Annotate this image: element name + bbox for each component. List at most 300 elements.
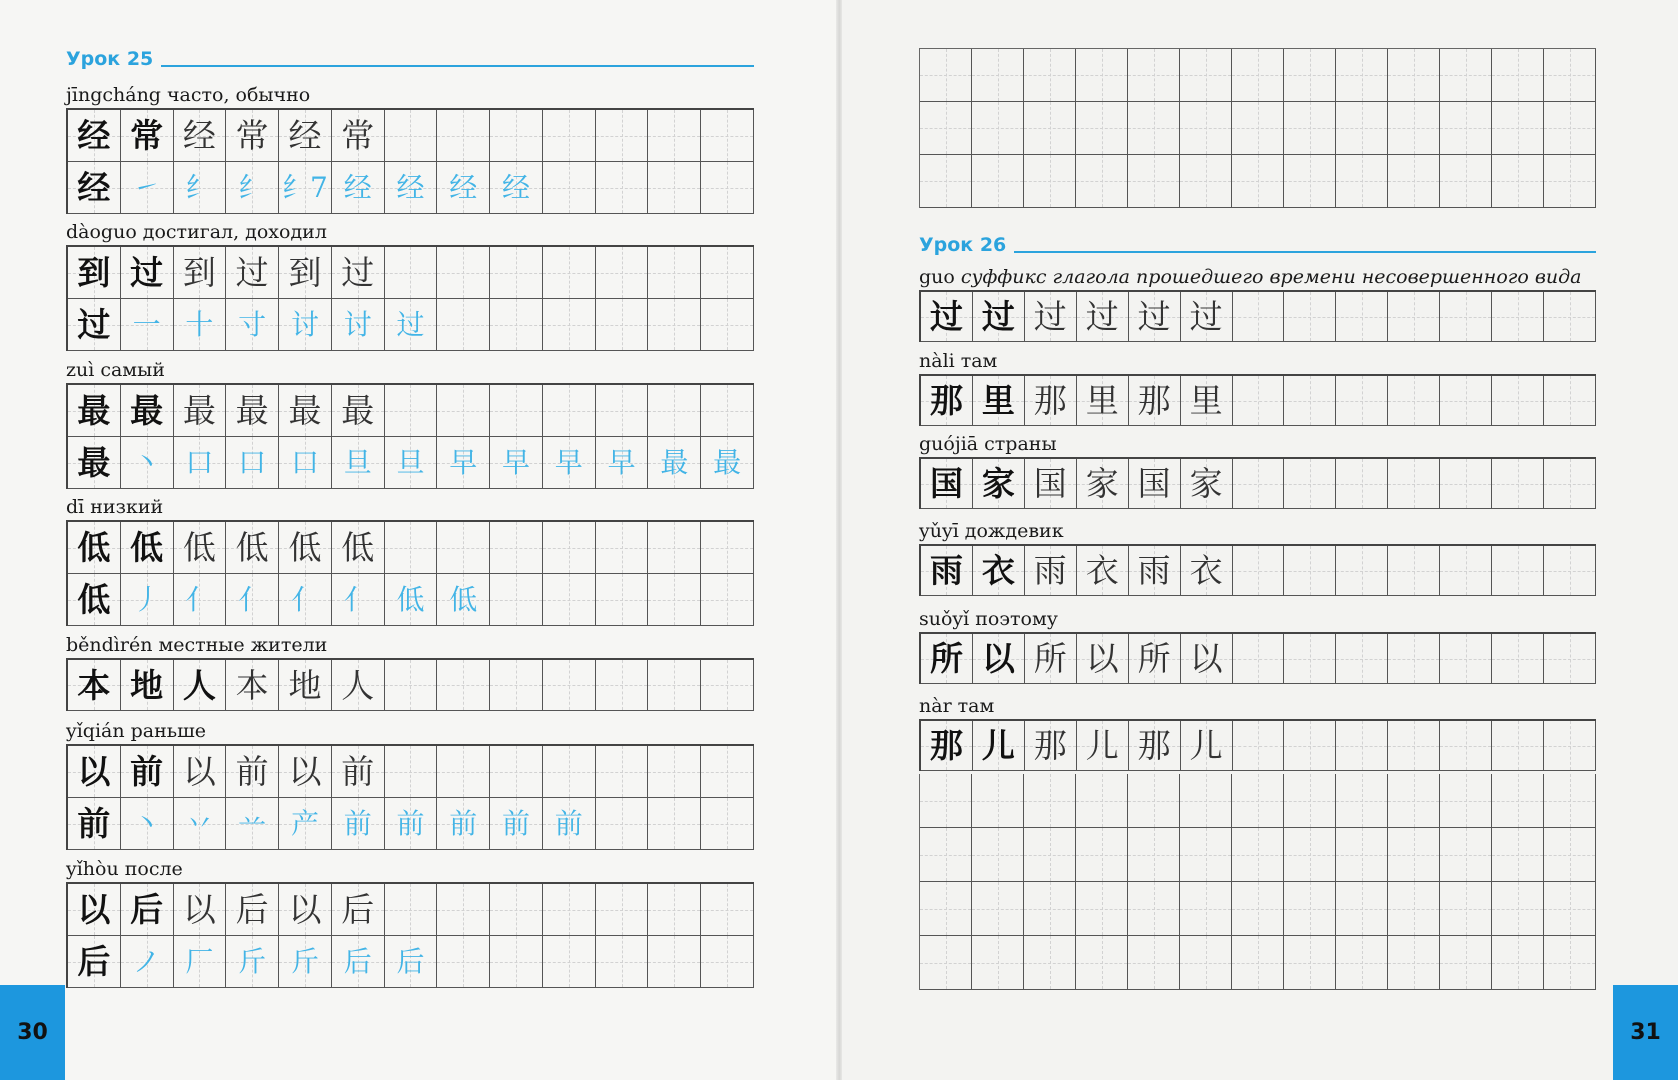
grid-cell [174,299,227,351]
translation: раньше [130,720,207,742]
grid-cell [385,660,438,711]
hanzi: 低 [77,528,111,567]
grid-cell [1077,292,1129,342]
right-page [839,0,1678,1080]
grid-cell [1232,155,1284,208]
grid-cell [1077,376,1129,426]
hanzi: 那 [1137,726,1171,765]
hanzi: 经 [77,116,111,155]
grid-cell [1336,828,1388,882]
hanzi: 斤 [238,944,267,978]
hanzi: 以 [1085,639,1119,678]
grid-cell [226,574,279,626]
grid-cell [1180,155,1232,208]
hanzi: 早 [607,445,636,479]
word-label [919,697,994,716]
hanzi: 那 [929,381,963,420]
grid-cell [543,247,596,299]
grid-cell [437,385,490,437]
hanzi: 前 [554,806,583,840]
word-label [919,435,1057,454]
translation: после [124,858,183,880]
hanzi: 以 [288,890,322,929]
grid-cell [490,660,543,711]
grid-cell [701,522,754,574]
grid-cell [1024,936,1076,990]
grid-cell [596,522,649,574]
grid-cell [332,385,385,437]
grid-cell [1336,882,1388,936]
grid-cell [1336,376,1388,426]
hanzi: 经 [288,116,322,155]
grid-cell [1284,102,1336,155]
character-grid [919,719,1596,771]
grid-cell [701,660,754,711]
grid-cell [973,634,1025,684]
grid-cell [332,798,385,850]
pinyin: jīngcháng [66,84,161,106]
grid-cell [596,385,649,437]
grid-cell [1284,634,1336,684]
translation: поэтому [975,608,1058,630]
grid-cell [1128,828,1180,882]
grid-cell [1544,936,1596,990]
grid-cell [174,884,227,936]
grid-cell [1336,155,1388,208]
grid-cell [1025,721,1077,771]
grid-cell [332,746,385,798]
grid-cell [1128,49,1180,102]
grid-cell [121,110,174,162]
grid-cell [332,660,385,711]
hanzi: 口 [185,445,214,479]
grid-cell [596,162,649,214]
grid-cell [490,110,543,162]
grid-cell [1492,49,1544,102]
hanzi: ㇀ [132,170,161,204]
grid-cell [543,437,596,489]
word-label [919,268,1582,287]
grid-cell [68,110,121,162]
grid-cell [1388,102,1440,155]
hanzi: 那 [1033,726,1067,765]
grid-cell [920,828,972,882]
grid-cell [1492,721,1544,771]
grid-cell [1025,634,1077,684]
hanzi: 亻 [343,582,372,616]
grid-cell [174,247,227,299]
grid-cell [1544,102,1596,155]
grid-cell [385,162,438,214]
grid-cell [1284,774,1336,828]
grid-cell [332,574,385,626]
character-grid [66,383,754,489]
hanzi: 本 [77,665,111,705]
grid-cell [1492,102,1544,155]
hanzi: 以 [182,752,216,791]
hanzi: 最 [713,445,742,479]
grid-cell [490,936,543,988]
grid-cell [1544,49,1596,102]
hanzi: 亻 [185,582,214,616]
grid-cell [385,110,438,162]
grid-cell [1181,721,1233,771]
character-grid [919,544,1596,596]
hanzi: 雨 [1033,551,1067,590]
hanzi: 经 [182,116,216,155]
grid-cell [648,884,701,936]
grid-cell [1025,459,1077,509]
grid-cell [490,299,543,351]
grid-cell [920,49,972,102]
grid-cell [701,299,754,351]
word-label [66,86,310,105]
grid-cell [648,110,701,162]
grid-cell [1233,634,1285,684]
grid-cell [226,385,279,437]
grid-cell [332,162,385,214]
grid-cell [1180,774,1232,828]
grid-cell [68,162,121,214]
grid-cell [437,162,490,214]
grid-cell [68,522,121,574]
hanzi: 低 [396,582,425,616]
pinyin: zuì [66,359,95,381]
grid-cell [174,798,227,850]
hanzi: 国 [929,464,963,503]
grid-cell [1388,828,1440,882]
grid-cell [1284,292,1336,342]
word-label [66,498,163,517]
hanzi: 里 [1085,381,1119,420]
grid-cell [1388,376,1440,426]
grid-cell [596,247,649,299]
grid-cell [174,385,227,437]
hanzi: 以 [182,890,216,929]
grid-cell [279,936,332,988]
grid-cell [648,660,701,711]
grid-cell [1181,634,1233,684]
grid-cell [226,247,279,299]
lesson-title: Урок 26 [919,234,1007,256]
grid-cell [332,437,385,489]
grid-cell [385,574,438,626]
grid-cell [121,162,174,214]
grid-cell [701,385,754,437]
grid-cell [279,299,332,351]
grid-cell [1492,882,1544,936]
grid-cell [1180,102,1232,155]
grid-cell [1284,882,1336,936]
grid-cell [1388,49,1440,102]
grid-cell [1544,155,1596,208]
hanzi: 家 [981,464,1015,503]
grid-cell [68,746,121,798]
hanzi: 过 [1189,297,1223,336]
hanzi: 前 [77,804,111,843]
grid-cell [1440,882,1492,936]
grid-cell [1284,376,1336,426]
hanzi: 口 [238,445,267,479]
hanzi: 产 [290,806,319,840]
grid-cell [543,798,596,850]
grid-cell [1284,459,1336,509]
grid-cell [437,798,490,850]
grid-cell [490,884,543,936]
grid-cell [1388,459,1440,509]
hanzi: 衣 [1085,551,1119,590]
grid-cell [1492,634,1544,684]
word-label [919,522,1064,541]
grid-cell [1440,721,1492,771]
translation: дождевик [964,520,1064,542]
grid-cell [1284,721,1336,771]
pinyin: dī [66,496,85,518]
translation: часто, обычно [166,84,311,106]
grid-cell [701,936,754,988]
grid-cell [596,884,649,936]
grid-cell [437,574,490,626]
grid-cell [68,299,121,351]
grid-cell [701,798,754,850]
pinyin: nàr [919,695,952,717]
grid-cell [385,437,438,489]
grid-cell [1233,459,1285,509]
hanzi: 过 [77,305,111,344]
grid-cell [68,385,121,437]
grid-cell [543,936,596,988]
grid-cell [174,522,227,574]
hanzi: 本 [235,665,269,705]
word-label [66,636,327,655]
grid-cell [1128,936,1180,990]
hanzi: 前 [235,752,269,791]
hanzi: 过 [341,253,375,292]
hanzi: 一 [132,307,161,341]
grid-cell [1025,292,1077,342]
hanzi: 衣 [981,551,1015,590]
grid-cell [1440,634,1492,684]
grid-cell [174,437,227,489]
lesson-rule [1014,251,1596,253]
grid-cell [490,385,543,437]
hanzi: ノ [132,944,161,978]
grid-cell [921,546,973,596]
grid-cell [1024,774,1076,828]
grid-cell [437,936,490,988]
grid-cell [437,660,490,711]
grid-cell [1492,292,1544,342]
grid-cell [279,437,332,489]
grid-cell [1388,774,1440,828]
grid-cell [648,936,701,988]
hanzi: 地 [130,665,164,705]
grid-cell [490,746,543,798]
grid-cell [1284,155,1336,208]
character-grid [66,882,754,988]
hanzi: 后 [130,890,164,929]
grid-cell [1440,155,1492,208]
lesson-rule [161,65,754,67]
blank-practice-grid [919,48,1596,208]
hanzi: 以 [1189,639,1223,678]
grid-cell [279,660,332,711]
hanzi: 以 [981,639,1015,678]
grid-cell [921,459,973,509]
grid-cell [648,746,701,798]
grid-cell [1440,546,1492,596]
grid-cell [1076,49,1128,102]
grid-cell [701,162,754,214]
grid-cell [973,292,1025,342]
grid-cell [68,437,121,489]
grid-cell [1077,546,1129,596]
grid-cell [920,936,972,990]
hanzi: 地 [288,665,322,705]
grid-cell [1129,546,1181,596]
grid-cell [1284,936,1336,990]
grid-cell [174,746,227,798]
grid-cell [1388,936,1440,990]
grid-cell [1492,459,1544,509]
grid-cell [385,884,438,936]
grid-cell [701,437,754,489]
pinyin: dàoguo [66,221,137,243]
grid-cell [1128,155,1180,208]
character-grid [919,457,1596,509]
hanzi: 经 [77,168,111,207]
grid-cell [921,376,973,426]
grid-cell [596,798,649,850]
hanzi: 丷 [185,806,214,840]
grid-cell [701,746,754,798]
hanzi: 家 [1085,464,1119,503]
hanzi: 丶 [132,806,161,840]
hanzi: 低 [235,528,269,567]
grid-cell [174,936,227,988]
grid-cell [226,162,279,214]
grid-cell [973,459,1025,509]
hanzi: 衣 [1189,551,1223,590]
grid-cell [648,385,701,437]
grid-cell [1440,774,1492,828]
word-label [66,361,165,380]
grid-cell [1440,459,1492,509]
grid-cell [972,774,1024,828]
grid-cell [279,247,332,299]
grid-cell [1232,936,1284,990]
grid-cell [1544,459,1596,509]
hanzi: 最 [130,391,164,430]
hanzi: 丿 [132,582,161,616]
grid-cell [121,936,174,988]
grid-cell [972,49,1024,102]
hanzi: 过 [1033,297,1067,336]
hanzi: 那 [1137,381,1171,420]
pinyin: yǐqián [66,720,125,742]
hanzi: 经 [502,170,531,204]
grid-cell [226,936,279,988]
grid-cell [385,522,438,574]
character-grid [66,245,754,351]
pinyin: yǐhòu [66,858,119,880]
grid-cell [332,247,385,299]
grid-cell [68,884,121,936]
hanzi: 后 [343,944,372,978]
grid-cell [1128,882,1180,936]
word-label [66,860,183,879]
pinyin: běndìrén [66,634,153,656]
grid-cell [543,522,596,574]
hanzi: 人 [341,665,375,705]
grid-cell [1544,292,1596,342]
grid-cell [1388,546,1440,596]
grid-cell [174,660,227,711]
grid-cell [648,162,701,214]
grid-cell [1336,459,1388,509]
grid-cell [1284,49,1336,102]
grid-cell [279,110,332,162]
grid-cell [1336,936,1388,990]
hanzi: 前 [343,806,372,840]
hanzi: 纟7 [282,170,328,204]
grid-cell [543,574,596,626]
hanzi: 雨 [1137,551,1171,590]
grid-cell [226,660,279,711]
translation: суффикс глагола прошедшего времени несовершенного вида [960,266,1582,288]
grid-cell [1232,774,1284,828]
hanzi: 以 [77,752,111,791]
hanzi: 里 [1189,381,1223,420]
grid-cell [1544,828,1596,882]
grid-cell [543,746,596,798]
grid-cell [1336,774,1388,828]
blank-practice-grid [919,774,1596,990]
character-grid [66,744,754,850]
grid-cell [1544,634,1596,684]
translation: самый [100,359,165,381]
hanzi: 前 [449,806,478,840]
grid-cell [543,110,596,162]
grid-cell [226,437,279,489]
hanzi: 讨 [290,307,319,341]
hanzi: 过 [396,307,425,341]
hanzi: 低 [288,528,322,567]
grid-cell [972,936,1024,990]
grid-cell [543,385,596,437]
grid-cell [648,437,701,489]
pinyin: guójiā [919,433,979,455]
hanzi: 纟 [185,170,214,204]
grid-cell [332,522,385,574]
grid-cell [1284,546,1336,596]
grid-cell [1024,828,1076,882]
hanzi: 里 [981,381,1015,420]
page-number: 30 [0,985,65,1080]
grid-cell [174,110,227,162]
grid-cell [1544,774,1596,828]
grid-cell [921,634,973,684]
grid-cell [543,162,596,214]
grid-cell [1336,102,1388,155]
grid-cell [121,299,174,351]
grid-cell [490,247,543,299]
word-label [919,352,997,371]
pinyin: nàli [919,350,955,372]
grid-cell [1440,936,1492,990]
grid-cell [174,574,227,626]
grid-cell [226,110,279,162]
